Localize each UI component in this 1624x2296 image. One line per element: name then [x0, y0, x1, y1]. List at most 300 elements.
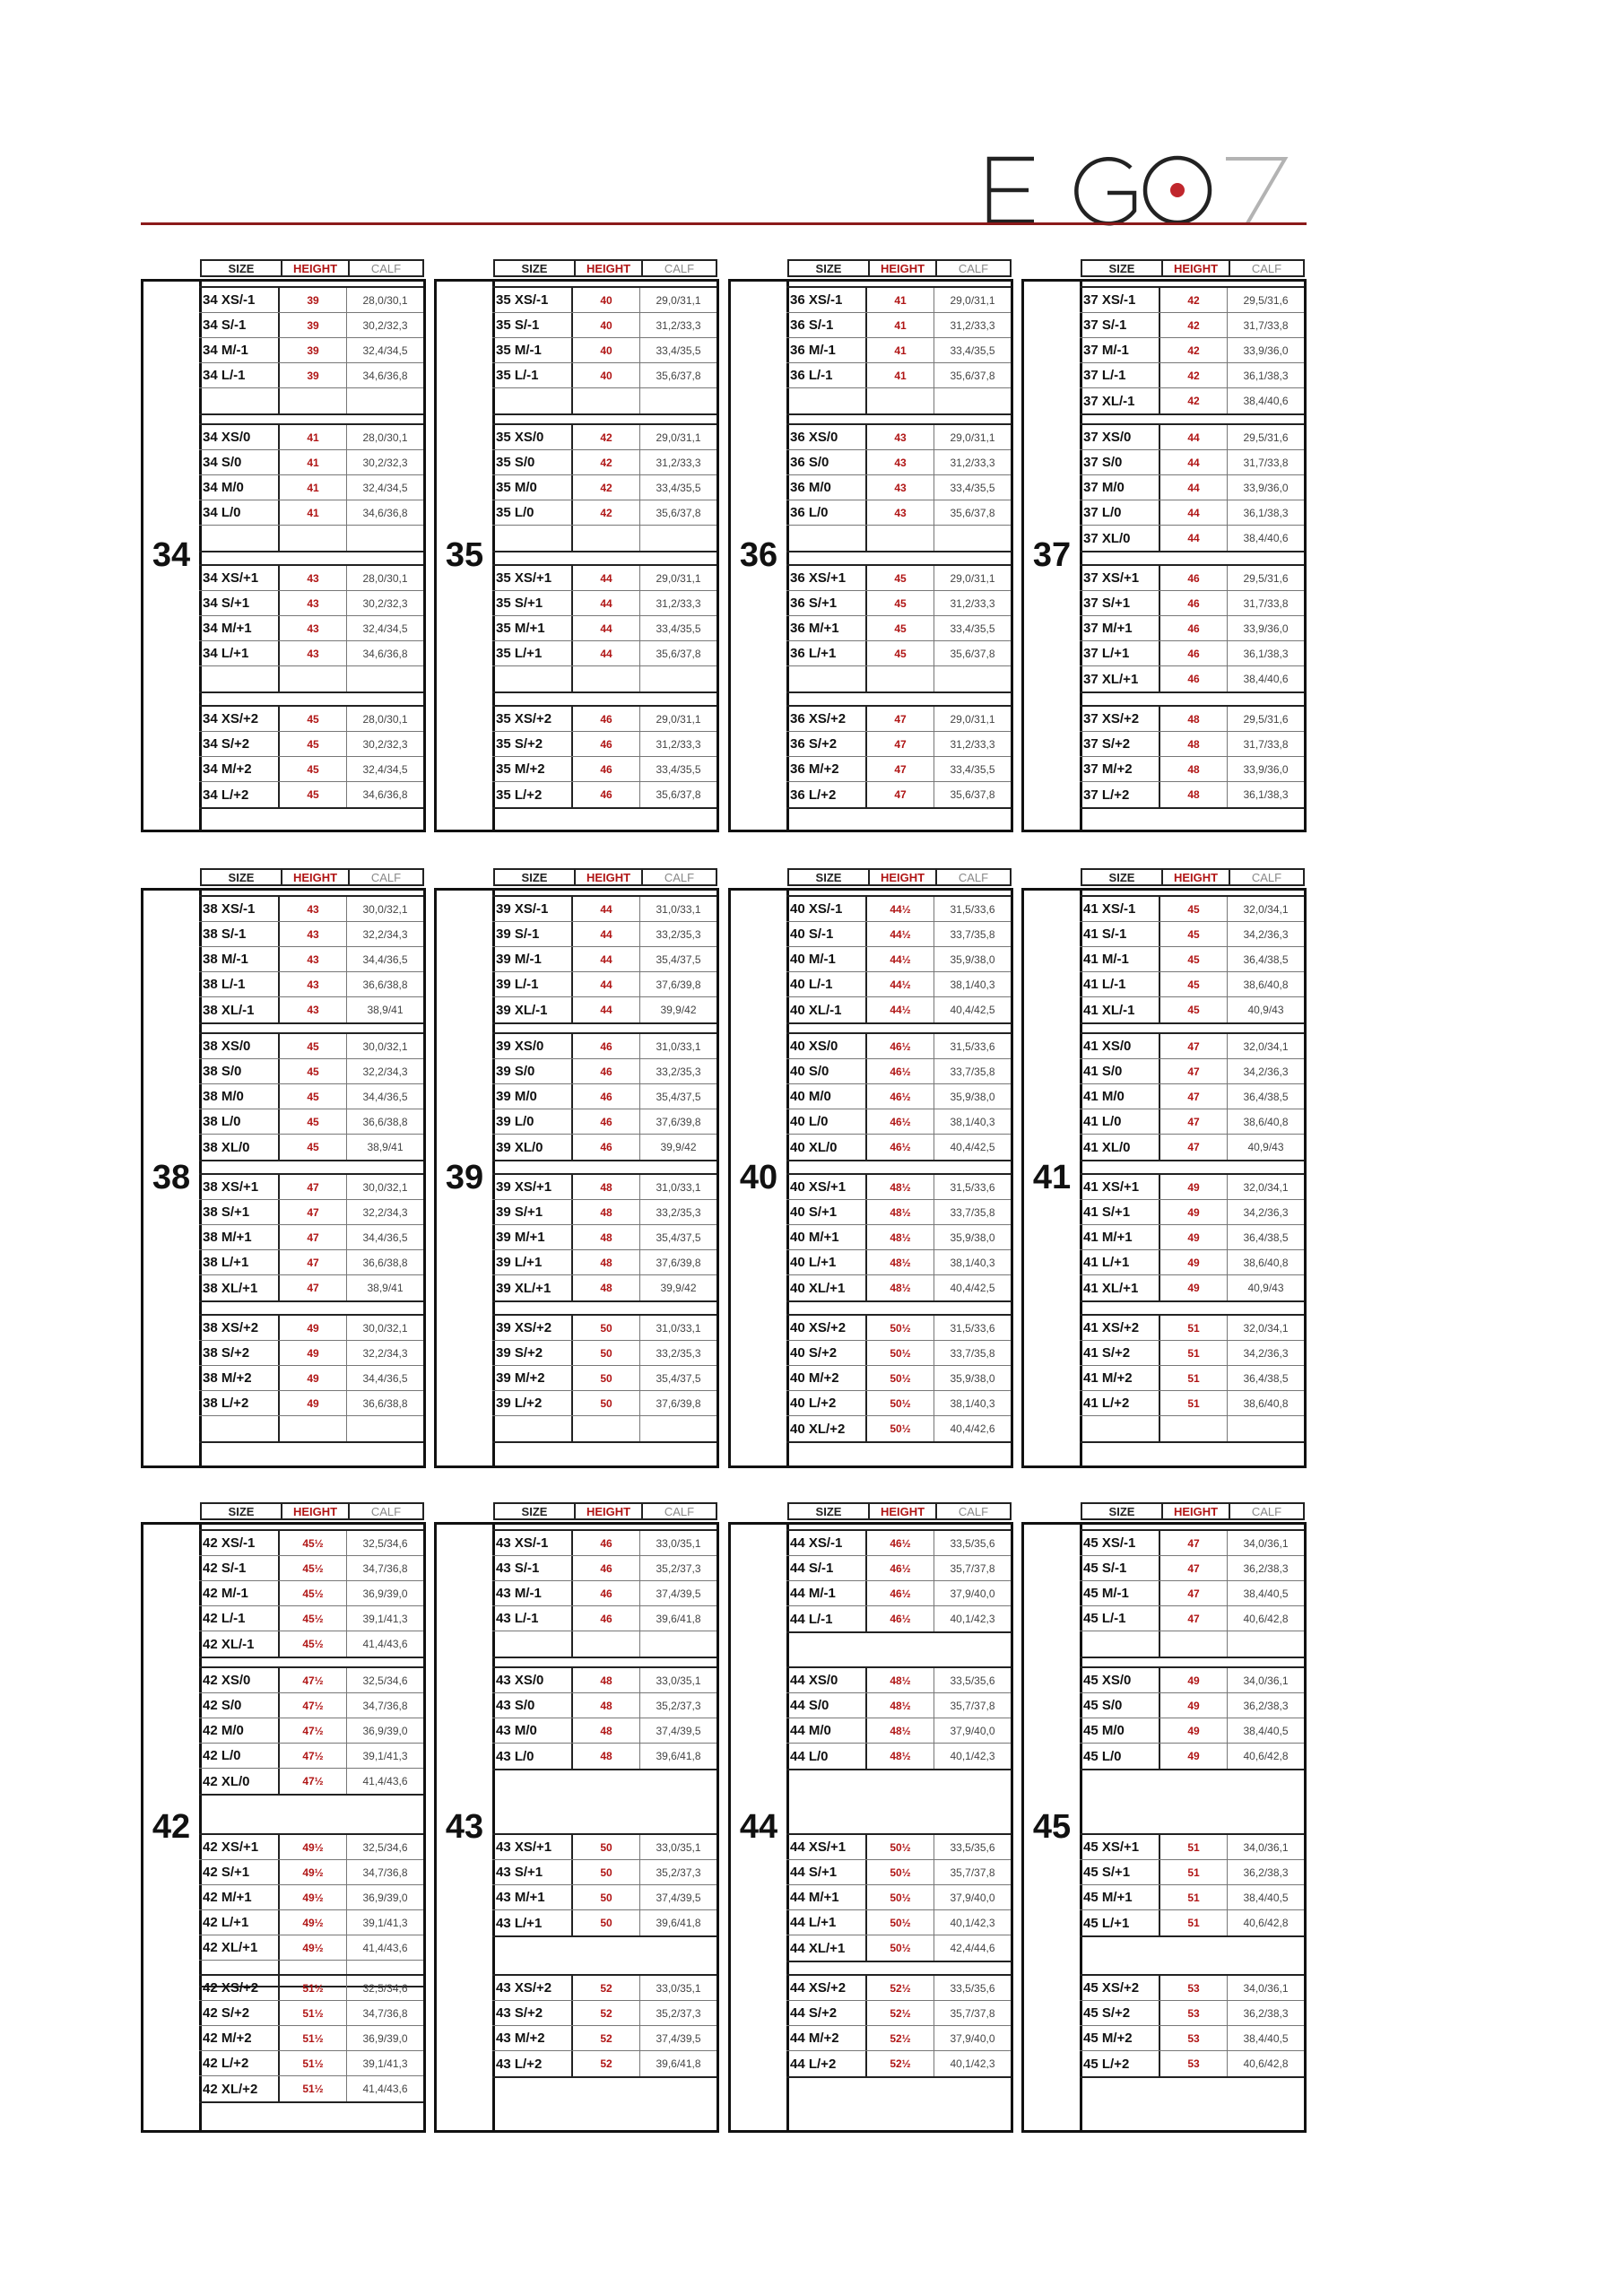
size-cell: 42 L/+2 — [199, 2051, 280, 2075]
table-header — [493, 1502, 717, 1520]
size-cell: 37 XS/0 — [1080, 425, 1160, 449]
height-cell: 42 — [573, 450, 640, 474]
calf-cell: 28,0/30,1 — [362, 293, 408, 307]
height-cell: 50 — [573, 1885, 640, 1909]
shoe-size-label: 41 — [1024, 891, 1082, 1465]
table-row — [199, 1225, 423, 1250]
size-cell: 37 XL/-1 — [1080, 388, 1160, 413]
calf-cell: 41,4/43,6 — [362, 1941, 408, 1954]
table-row — [492, 288, 716, 313]
height-group — [199, 1833, 423, 1987]
calf-cell: 29,0/31,1 — [656, 571, 701, 585]
table-row — [786, 757, 1011, 782]
size-cell: 43 S/0 — [492, 1693, 573, 1718]
table-row — [199, 338, 423, 363]
height-cell: 45½ — [280, 1606, 347, 1631]
height-cell: 47½ — [280, 1769, 347, 1794]
size-cell — [199, 526, 280, 551]
table-row — [786, 922, 1011, 947]
table-row — [492, 1341, 716, 1366]
height-group — [492, 1974, 716, 2078]
height-cell: 46 — [573, 1606, 640, 1631]
table-row — [1080, 1531, 1304, 1556]
calf-cell: 40,1/42,3 — [950, 2057, 995, 2070]
size-cell: 38 M/+1 — [199, 1225, 280, 1249]
calf-cell: 38,4/40,5 — [1243, 1891, 1289, 1904]
calf-cell: 39,1/41,3 — [362, 2057, 408, 2070]
table-row — [786, 1885, 1011, 1910]
table-header — [200, 259, 424, 277]
calf-cell: 29,0/31,1 — [950, 293, 995, 307]
height-cell: 47 — [280, 1175, 347, 1199]
table-row — [1080, 1250, 1304, 1275]
height-group — [199, 423, 423, 552]
height-cell: 44½ — [867, 972, 934, 996]
height-cell: 47 — [867, 757, 934, 781]
calf-cell — [347, 388, 423, 413]
height-cell: 41 — [280, 425, 347, 449]
table-row — [199, 566, 423, 591]
size-cell: 41 XL/0 — [1080, 1135, 1160, 1160]
size-cell: 40 M/-1 — [786, 947, 867, 971]
table-row — [1080, 1416, 1304, 1441]
height-group — [199, 1666, 423, 1796]
height-cell: 46½ — [867, 1606, 934, 1631]
table-row — [492, 526, 716, 551]
calf-cell: 40,4/42,5 — [950, 1004, 995, 1016]
size-cell: 34 M/+1 — [199, 616, 280, 640]
size-cell: 38 XS/0 — [199, 1034, 280, 1058]
calf-cell — [640, 1631, 716, 1657]
calf-cell: 38,4/40,5 — [1243, 2031, 1289, 2045]
height-cell: 46½ — [867, 1109, 934, 1134]
calf-cell: 33,0/35,1 — [656, 1981, 701, 1995]
height-cell: 49 — [1160, 1275, 1228, 1300]
table-row — [199, 1860, 423, 1885]
table-row — [1080, 707, 1304, 732]
table-row — [199, 475, 423, 500]
size-cell: 44 L/+1 — [786, 1910, 867, 1935]
height-group — [1080, 564, 1304, 693]
table-row — [1080, 1860, 1304, 1885]
table-row — [199, 1391, 423, 1416]
height-cell: 50½ — [867, 1366, 934, 1390]
height-cell: 42 — [573, 475, 640, 500]
table-row — [199, 450, 423, 475]
size-cell — [786, 666, 867, 691]
table-row — [786, 338, 1011, 363]
table-row — [786, 388, 1011, 413]
calf-cell: 38,6/40,8 — [1243, 1256, 1289, 1269]
height-cell — [280, 1416, 347, 1441]
height-cell: 41 — [280, 500, 347, 525]
table-row — [786, 450, 1011, 475]
table-row — [199, 1693, 423, 1718]
table-row — [786, 475, 1011, 500]
calf-cell: 34,2/36,3 — [1243, 1065, 1289, 1078]
height-cell: 47½ — [280, 1744, 347, 1768]
height-cell: 48 — [1160, 707, 1228, 731]
calf-cell: 39,9/42 — [660, 1282, 697, 1294]
height-cell: 45 — [280, 1059, 347, 1083]
calf-cell: 36,4/38,5 — [1243, 1371, 1289, 1385]
size-block — [1021, 1522, 1307, 2133]
table-row — [492, 1606, 716, 1631]
height-cell — [1160, 1416, 1228, 1441]
height-cell: 51 — [1160, 1316, 1228, 1340]
height-cell: 46½ — [867, 1556, 934, 1580]
height-cell: 53 — [1160, 2001, 1228, 2025]
size-cell: 39 L/0 — [492, 1109, 573, 1134]
size-cell: 35 L/-1 — [492, 363, 573, 387]
calf-cell: 40,4/42,5 — [950, 1141, 995, 1153]
table-row — [786, 897, 1011, 922]
height-group — [786, 286, 1011, 415]
size-cell — [199, 666, 280, 691]
height-cell — [573, 1631, 640, 1657]
height-cell: 47 — [867, 732, 934, 756]
height-cell: 52 — [573, 2001, 640, 2025]
size-cell: 38 XS/-1 — [199, 897, 280, 921]
size-cell: 42 L/+1 — [199, 1910, 280, 1935]
height-group — [492, 286, 716, 415]
height-cell: 50 — [573, 1860, 640, 1884]
height-group — [786, 1032, 1011, 1161]
size-cell: 37 XS/+2 — [1080, 707, 1160, 731]
size-column-header: SIZE — [202, 261, 282, 275]
height-cell: 47 — [280, 1250, 347, 1274]
calf-cell: 31,2/33,3 — [656, 456, 701, 469]
height-group — [1080, 1833, 1304, 1937]
calf-cell: 35,6/37,8 — [656, 647, 701, 660]
table-row — [492, 566, 716, 591]
table-row — [199, 707, 423, 732]
shoe-size-label: 34 — [143, 282, 202, 830]
table-row — [1080, 1885, 1304, 1910]
height-cell — [280, 526, 347, 551]
size-cell: 44 XS/0 — [786, 1668, 867, 1692]
table-row — [199, 1976, 423, 2001]
size-cell: 35 XS/+2 — [492, 707, 573, 731]
size-cell: 34 S/+1 — [199, 591, 280, 615]
calf-cell: 35,2/37,3 — [656, 1561, 701, 1575]
table-row — [786, 997, 1011, 1022]
table-row — [1080, 1976, 1304, 2001]
size-cell: 41 M/+2 — [1080, 1366, 1160, 1390]
size-cell — [786, 526, 867, 551]
size-block — [434, 888, 719, 1468]
height-cell: 45½ — [280, 1531, 347, 1555]
height-cell: 47½ — [280, 1718, 347, 1743]
height-cell: 44 — [1160, 500, 1228, 525]
size-cell: 41 L/+1 — [1080, 1250, 1160, 1274]
calf-cell: 34,4/36,5 — [362, 1090, 408, 1103]
calf-cell: 33,9/36,0 — [1243, 344, 1289, 357]
size-cell: 42 S/-1 — [199, 1556, 280, 1580]
table-row — [1080, 1225, 1304, 1250]
calf-cell: 34,6/36,8 — [362, 788, 408, 801]
size-column-header: SIZE — [789, 870, 870, 884]
calf-cell: 33,4/35,5 — [656, 762, 701, 776]
table-row — [786, 1935, 1011, 1961]
table-row — [1080, 1316, 1304, 1341]
calf-cell: 35,9/38,0 — [950, 1231, 995, 1244]
height-group — [786, 1833, 1011, 1962]
height-cell: 44 — [1160, 450, 1228, 474]
height-cell: 48 — [1160, 757, 1228, 781]
height-cell: 44 — [1160, 425, 1228, 449]
calf-cell: 36,1/38,3 — [1243, 788, 1289, 801]
table-row — [786, 1250, 1011, 1275]
size-cell: 39 M/-1 — [492, 947, 573, 971]
calf-cell: 31,7/33,8 — [1243, 456, 1289, 469]
height-cell: 49 — [1160, 1718, 1228, 1743]
table-row — [199, 1416, 423, 1441]
height-group — [786, 1666, 1011, 1770]
height-cell: 40 — [573, 338, 640, 362]
height-cell: 49 — [1160, 1200, 1228, 1224]
height-cell — [867, 526, 934, 551]
table-header — [1081, 1502, 1305, 1520]
height-cell: 43 — [280, 997, 347, 1022]
size-cell: 35 S/0 — [492, 450, 573, 474]
size-cell: 34 L/-1 — [199, 363, 280, 387]
table-row — [786, 566, 1011, 591]
table-row — [786, 616, 1011, 641]
size-cell: 40 XL/0 — [786, 1135, 867, 1160]
calf-cell: 32,5/34,6 — [362, 1536, 408, 1550]
height-cell: 48 — [573, 1225, 640, 1249]
calf-cell: 36,9/39,0 — [362, 1724, 408, 1737]
table-row — [492, 1059, 716, 1084]
size-cell: 39 M/0 — [492, 1084, 573, 1109]
calf-cell: 33,4/35,5 — [950, 762, 995, 776]
table-row — [1080, 2051, 1304, 2076]
size-cell: 35 L/+2 — [492, 782, 573, 807]
height-cell: 49 — [1160, 1744, 1228, 1769]
calf-cell: 39,1/41,3 — [362, 1749, 408, 1762]
height-cell: 44½ — [867, 997, 934, 1022]
table-row — [1080, 363, 1304, 388]
calf-column-header: CALF — [958, 1504, 989, 1518]
height-cell: 50 — [573, 1910, 640, 1935]
calf-cell: 29,0/31,1 — [656, 430, 701, 444]
height-cell: 45 — [280, 782, 347, 807]
size-cell: 40 L/-1 — [786, 972, 867, 996]
logo-dot — [1170, 183, 1185, 197]
size-cell: 35 S/+2 — [492, 732, 573, 756]
height-cell: 46 — [573, 1556, 640, 1580]
height-cell: 45 — [280, 1135, 347, 1160]
height-cell: 45 — [280, 1109, 347, 1134]
size-cell: 45 S/-1 — [1080, 1556, 1160, 1580]
height-cell: 43 — [280, 641, 347, 665]
height-group — [199, 1173, 423, 1302]
calf-cell: 35,9/38,0 — [950, 952, 995, 966]
calf-cell: 36,2/38,3 — [1243, 1561, 1289, 1575]
calf-cell: 35,6/37,8 — [950, 369, 995, 382]
table-row — [786, 1718, 1011, 1744]
height-cell: 47 — [867, 707, 934, 731]
height-cell: 43 — [867, 450, 934, 474]
size-cell: 40 L/+2 — [786, 1391, 867, 1415]
table-row — [786, 1668, 1011, 1693]
size-cell: 38 XS/+1 — [199, 1175, 280, 1199]
table-row — [1080, 897, 1304, 922]
height-cell: 51 — [1160, 1860, 1228, 1884]
table-row — [199, 1631, 423, 1657]
table-row — [492, 1693, 716, 1718]
height-cell: 48½ — [867, 1693, 934, 1718]
calf-cell: 40,9/43 — [1247, 1141, 1284, 1153]
table-row — [1080, 1910, 1304, 1935]
table-row — [786, 947, 1011, 972]
size-cell: 39 M/+1 — [492, 1225, 573, 1249]
height-cell: 41 — [867, 288, 934, 312]
height-cell: 47 — [1160, 1059, 1228, 1083]
height-cell: 50½ — [867, 1416, 934, 1441]
calf-cell: 36,4/38,5 — [1243, 1231, 1289, 1244]
height-cell: 46½ — [867, 1034, 934, 1058]
size-cell: 39 S/0 — [492, 1059, 573, 1083]
height-cell — [1160, 1631, 1228, 1657]
height-cell: 48 — [573, 1200, 640, 1224]
size-cell: 36 S/+1 — [786, 591, 867, 615]
height-column-header: HEIGHT — [576, 1504, 643, 1518]
table-row — [786, 425, 1011, 450]
calf-cell: 38,6/40,8 — [1243, 1115, 1289, 1128]
size-cell: 44 M/+2 — [786, 2026, 867, 2050]
calf-cell: 29,5/31,6 — [1243, 571, 1289, 585]
table-row — [199, 997, 423, 1022]
size-cell: 34 XS/+2 — [199, 707, 280, 731]
calf-cell: 40,6/42,8 — [1243, 2057, 1289, 2070]
size-cell: 41 XS/0 — [1080, 1034, 1160, 1058]
size-cell: 43 L/-1 — [492, 1606, 573, 1631]
height-cell: 44½ — [867, 947, 934, 971]
size-cell — [492, 526, 573, 551]
calf-cell: 29,0/31,1 — [950, 571, 995, 585]
table-row — [492, 1275, 716, 1300]
shoe-size-label: 35 — [437, 282, 495, 830]
calf-cell: 38,4/40,6 — [1243, 673, 1289, 685]
calf-cell: 35,2/37,3 — [656, 1699, 701, 1712]
size-cell: 38 S/+1 — [199, 1200, 280, 1224]
height-group — [1080, 705, 1304, 809]
calf-cell: 34,2/36,3 — [1243, 927, 1289, 941]
table-row — [1080, 1391, 1304, 1416]
size-cell: 34 S/-1 — [199, 313, 280, 337]
size-cell: 40 XS/+1 — [786, 1175, 867, 1199]
table-row — [786, 1531, 1011, 1556]
table-row — [492, 500, 716, 526]
calf-cell: 40,6/42,8 — [1243, 1612, 1289, 1625]
size-chart-36 — [728, 259, 1013, 832]
calf-cell: 37,9/40,0 — [950, 2031, 995, 2045]
height-cell: 51 — [1160, 1366, 1228, 1390]
size-chart-45 — [1021, 1502, 1307, 2133]
size-cell: 38 L/+2 — [199, 1391, 280, 1415]
height-group — [492, 895, 716, 1024]
size-cell: 43 L/+2 — [492, 2051, 573, 2076]
height-column-header: HEIGHT — [282, 1504, 350, 1518]
calf-cell: 39,6/41,8 — [656, 1750, 701, 1762]
calf-cell: 35,4/37,5 — [656, 1371, 701, 1385]
size-cell: 42 XS/0 — [199, 1668, 280, 1692]
calf-cell: 29,0/31,1 — [656, 712, 701, 726]
table-row — [492, 922, 716, 947]
height-cell: 45 — [280, 757, 347, 781]
height-cell: 42 — [1160, 313, 1228, 337]
height-group — [492, 564, 716, 693]
size-cell — [1080, 1631, 1160, 1657]
table-row — [1080, 1135, 1304, 1160]
size-cell: 39 XL/0 — [492, 1135, 573, 1160]
table-row — [199, 1668, 423, 1693]
table-row — [786, 1976, 1011, 2001]
table-row — [786, 1693, 1011, 1718]
size-cell: 45 L/+2 — [1080, 2051, 1160, 2076]
height-cell: 51 — [1160, 1341, 1228, 1365]
table-header — [493, 868, 717, 886]
size-cell: 43 XS/+2 — [492, 1976, 573, 2000]
size-cell: 36 S/-1 — [786, 313, 867, 337]
calf-cell: 34,6/36,8 — [362, 647, 408, 660]
table-row — [199, 1910, 423, 1935]
size-cell: 38 S/0 — [199, 1059, 280, 1083]
size-cell: 40 XS/0 — [786, 1034, 867, 1058]
size-cell: 41 XL/-1 — [1080, 997, 1160, 1022]
size-cell: 39 M/+2 — [492, 1366, 573, 1390]
table-row — [492, 1556, 716, 1581]
table-row — [492, 1316, 716, 1341]
height-cell: 42 — [1160, 288, 1228, 312]
size-cell: 36 S/+2 — [786, 732, 867, 756]
calf-cell: 40,9/43 — [1247, 1004, 1284, 1016]
height-group — [786, 1974, 1011, 2078]
calf-cell: 32,4/34,5 — [362, 481, 408, 494]
calf-cell — [347, 526, 423, 551]
height-cell: 49 — [1160, 1693, 1228, 1718]
calf-cell: 32,2/34,3 — [362, 1065, 408, 1078]
calf-cell: 30,2/32,3 — [362, 456, 408, 469]
calf-cell: 33,5/35,6 — [950, 1536, 995, 1550]
height-cell: 40 — [573, 363, 640, 387]
height-group — [1080, 895, 1304, 1024]
size-cell: 34 XS/-1 — [199, 288, 280, 312]
height-cell: 53 — [1160, 1976, 1228, 2000]
table-row — [1080, 757, 1304, 782]
size-cell: 38 L/-1 — [199, 972, 280, 996]
table-row — [786, 288, 1011, 313]
height-cell: 48½ — [867, 1744, 934, 1769]
table-row — [786, 313, 1011, 338]
size-block — [1021, 279, 1307, 832]
table-row — [492, 997, 716, 1022]
size-cell: 36 M/-1 — [786, 338, 867, 362]
table-row — [492, 2001, 716, 2026]
calf-cell: 33,4/35,5 — [656, 622, 701, 635]
calf-cell: 36,1/38,3 — [1243, 369, 1289, 382]
size-cell — [492, 388, 573, 413]
calf-cell: 34,7/36,8 — [362, 1699, 408, 1712]
height-cell: 43 — [280, 591, 347, 615]
height-cell: 45 — [1160, 972, 1228, 996]
height-group — [492, 1032, 716, 1161]
table-row — [492, 1668, 716, 1693]
height-cell — [573, 388, 640, 413]
size-cell: 45 M/0 — [1080, 1718, 1160, 1743]
